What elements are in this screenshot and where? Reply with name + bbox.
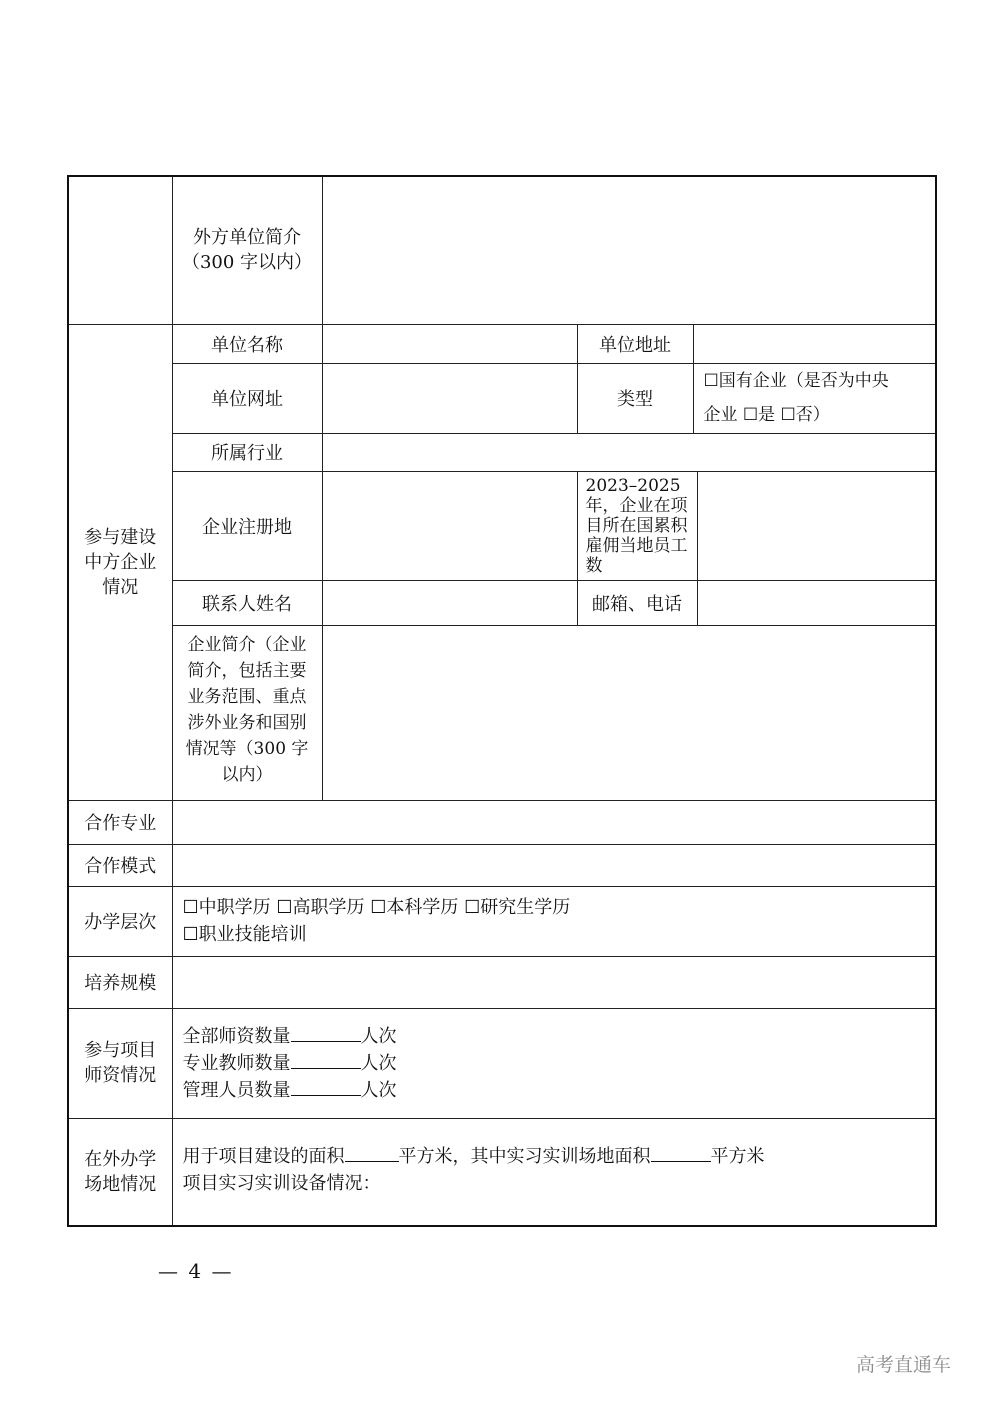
website-label: 单位网址 <box>172 363 322 433</box>
local-employees-label: 2023–2025 年，企业在项目所在国累积雇佣当地员工数 <box>577 471 697 580</box>
registration-label: 企业注册地 <box>172 471 322 580</box>
type-options-line2: 企业 ☐是 ☐否） <box>703 405 830 425</box>
levels-options[interactable] <box>172 886 936 956</box>
levels-line2: ☐职业技能培训 <box>182 924 307 945</box>
site-line2: 项目实习实训设备情况： <box>182 1172 381 1194</box>
page-number: — 4 — <box>158 1259 234 1283</box>
foreign-intro-empty-cell <box>68 176 172 324</box>
local-employees-field[interactable] <box>697 471 936 580</box>
site-line1: 用于项目建设的面积 平方米，其中实习实训场地面积 平方米 <box>183 1143 936 1170</box>
teachers-admin-line: 管理人员数量 人次 <box>183 1077 936 1104</box>
site-area-blank[interactable] <box>345 1143 399 1162</box>
teachers-total-line: 全部师资数量 人次 <box>183 1023 936 1050</box>
levels-label: 办学层次 <box>68 886 172 956</box>
contact-name-field[interactable] <box>322 580 577 625</box>
chinese-enterprise-section-label: 参与建设 中方企业 情况 <box>68 324 172 800</box>
registration-field[interactable] <box>322 471 577 580</box>
mode-field[interactable] <box>172 844 936 886</box>
company-intro-label: 企业简介（企业简介，包括主要业务范围、重点涉外业务和国别情况等（300 字以内） <box>172 625 322 800</box>
contact-name-label: 联系人姓名 <box>172 580 322 625</box>
teachers-info <box>172 1008 936 1118</box>
levels-line1: ☐中职学历 ☐高职学历 ☐本科学历 ☐研究生学历 <box>182 897 571 918</box>
major-field[interactable] <box>172 800 936 844</box>
type-label: 类型 <box>577 363 693 433</box>
teachers-admin-blank[interactable] <box>291 1077 361 1096</box>
site-info <box>172 1118 936 1226</box>
teachers-major-blank[interactable] <box>291 1050 361 1069</box>
mode-label: 合作模式 <box>68 844 172 886</box>
foreign-intro-note: （300 字以内） <box>181 252 313 274</box>
type-options-line1: ☐国有企业（是否为中央 <box>703 371 889 391</box>
scale-label: 培养规模 <box>68 956 172 1008</box>
teachers-label: 参与项目 师资情况 <box>68 1008 172 1118</box>
unit-name-label: 单位名称 <box>172 324 322 363</box>
foreign-intro-label-cell <box>172 176 322 324</box>
foreign-intro-field[interactable] <box>322 176 936 324</box>
watermark: 高考直通车 <box>856 1354 952 1376</box>
unit-address-label: 单位地址 <box>577 324 693 363</box>
unit-name-field[interactable] <box>322 324 577 363</box>
industry-label: 所属行业 <box>172 433 322 471</box>
teachers-total-blank[interactable] <box>291 1023 361 1042</box>
scale-field[interactable] <box>172 956 936 1008</box>
website-field[interactable] <box>322 363 577 433</box>
training-area-blank[interactable] <box>651 1143 711 1162</box>
teachers-major-line: 专业教师数量 人次 <box>183 1050 936 1077</box>
application-form-table <box>67 175 937 1227</box>
company-intro-field[interactable] <box>322 625 936 800</box>
email-phone-label: 邮箱、电话 <box>577 580 697 625</box>
site-label: 在外办学 场地情况 <box>68 1118 172 1226</box>
foreign-intro-label: 外方单位简介 <box>193 227 301 249</box>
unit-address-field[interactable] <box>693 324 936 363</box>
email-phone-field[interactable] <box>697 580 936 625</box>
major-label: 合作专业 <box>68 800 172 844</box>
industry-field[interactable] <box>322 433 936 471</box>
type-options[interactable] <box>693 363 936 433</box>
